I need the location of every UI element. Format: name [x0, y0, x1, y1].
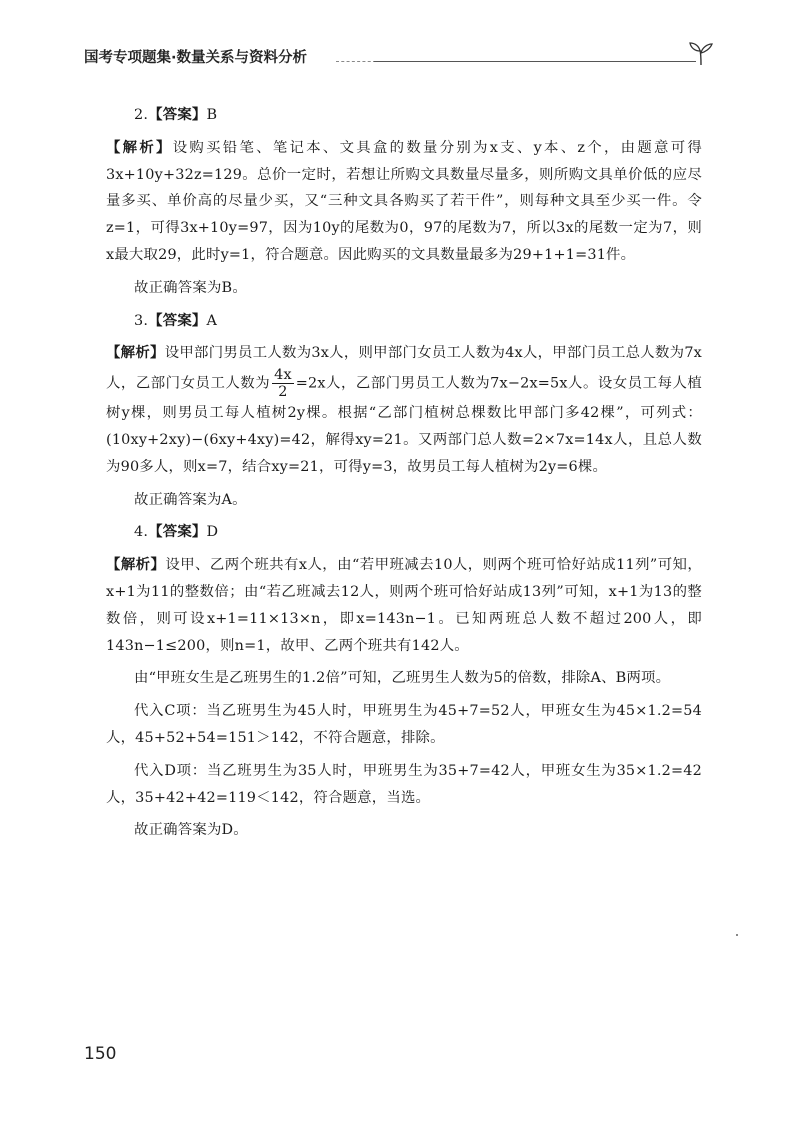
- header-rule: [374, 61, 696, 62]
- q2-analysis: 【解析】设购买铅笔、笔记本、文具盒的数量分别为x支、y本、z个，由题意可得3x+10y+32z=129。总价一定时，若想让所购文具数量尽量多，则所购文具单价低的应尽量多买、单价高的尽量少买，又“三种文具各购买了若干件”，则每种文具至少买一件。令z=1，可得3x+10y=97，因为10y的尾数为0，97的尾数为7，所以3x的尾数一定为7，则x最大取29，此时y=1，符合题意。因此购买的文具数量最多为29+1+1=31件。: [106, 139, 702, 263]
- page-header: [84, 40, 716, 70]
- sprout-icon: [688, 40, 714, 66]
- page-number: 150: [84, 1044, 117, 1064]
- q4-conclusion: 故正确答案为D。: [134, 822, 248, 839]
- q4-paragraph-2: 由“甲班女生是乙班男生的1.2倍”可知，乙班男生人数为5的倍数，排除A、B两项。: [134, 670, 671, 687]
- q4-analysis: 【解析】设甲、乙两个班共有x人，由“若甲班减去10人，则两个班可恰好站成11列”可知，x+1为11的整数倍；由“若乙班减去12人，则两个班可恰好站成13列”可知，x+1为13的整数倍，则可设x+1=11×13×n，即x=143n−1。已知两班总人数不超过200人，即143n−1≤200，则n=1，故甲、乙两个班共有142人。: [106, 557, 702, 654]
- q2-conclusion: 故正确答案为B。: [134, 279, 247, 296]
- header-rule-dotted: [336, 61, 376, 62]
- q3-conclusion: 故正确答案为A。: [134, 491, 247, 508]
- q3-analysis: 【解析】设甲部门男员工人数为3x人，则甲部门女员工人数为4x人，甲部门员工总人数为7x人，乙部门女员工人数为 $\frac{4x}{2}$ =2x人，乙部门男员工人数为7x−2x=5x人。设女员工每人植树y棵，则男员工每人植树2y棵。根据“乙部门植树总棵数比甲部门多42棵”，可列式：(10xy+2xy)−(6xy+4xy)=42，解得xy=21。又两部门总人数=2×7x=14x人，且总人数为90多人，则x=7，结合xy=21，可得y=3，故男员工每人植树为2y=6棵。: [106, 345, 702, 475]
- scan-mark: [736, 934, 738, 936]
- q3-answer-heading: 3.【答案】A: [134, 312, 218, 329]
- q4-paragraph-3: 代入C项：当乙班男生为45人时，甲班男生为45+7=52人，甲班女生为45×1.2=54人，45+52+54=151＞142，不符合题意，排除。: [106, 703, 702, 746]
- q2-answer-heading: 2.【答案】B: [134, 107, 218, 123]
- header-title: 国考专项题集·数量关系与资料分析: [84, 50, 308, 66]
- q4-answer-heading: 4.【答案】D: [134, 524, 219, 541]
- q4-paragraph-4: 代入D项：当乙班男生为35人时，甲班男生为35+7=42人，甲班女生为35×1.2=42人，35+42+42=119＜142，符合题意，当选。: [106, 762, 702, 806]
- fraction: $\frac{4x}{2}$: [274, 367, 292, 401]
- answer-content: [106, 102, 702, 844]
